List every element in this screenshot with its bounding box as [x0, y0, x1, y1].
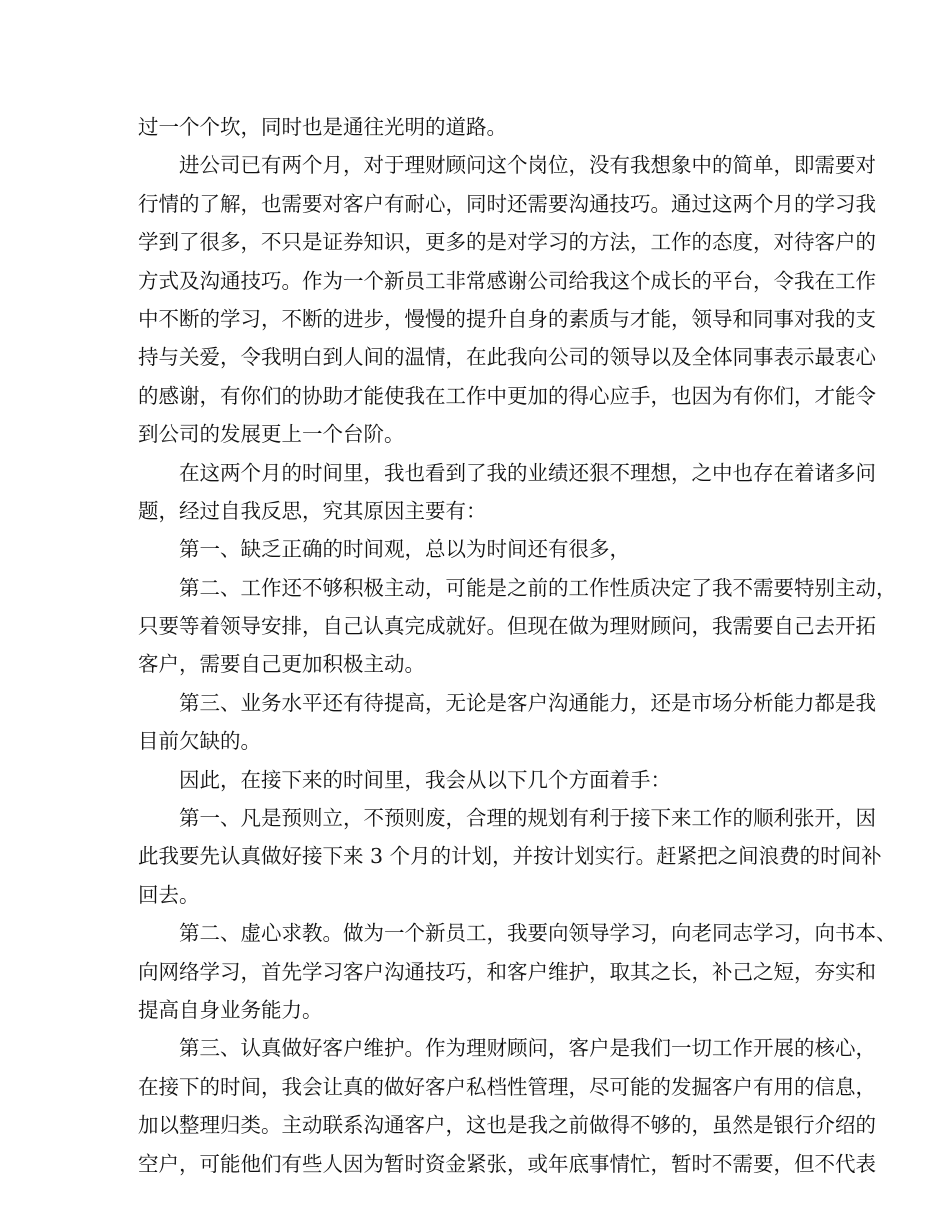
text-line: 客户，需要自己更加积极主动。: [138, 652, 425, 677]
text-line: 只要等着领导安排，自己认真完成就好。但现在做为理财顾问，我需要自己去开拓: [138, 614, 876, 639]
text-line: 在这两个月的时间里，我也看到了我的业绩还狠不理想，之中也存在着诸多问: [179, 460, 876, 485]
text-line: 到公司的发展更上一个台阶。: [138, 422, 405, 447]
text-line: 第二、虚心求教。做为一个新员工，我要向领导学习，向老同志学习，向书本、: [179, 921, 897, 946]
text-line: 行情的了解，也需要对客户有耐心，同时还需要沟通技巧。通过这两个月的学习我: [138, 191, 876, 216]
document-body: [138, 108, 897, 1183]
text-line: 因此，在接下来的时间里，我会从以下几个方面着手：: [179, 767, 671, 792]
text-line: 过一个个坎，同时也是通往光明的道路。: [138, 115, 507, 139]
text-line: 第一、凡是预则立，不预则废，合理的规划有利于接下来工作的顺利张开，因: [179, 806, 876, 831]
text-line: 方式及沟通技巧。作为一个新员工非常感谢公司给我这个成长的平台，令我在工作: [138, 268, 876, 293]
text-line: 第三、业务水平还有待提高，无论是客户沟通能力，还是市场分析能力都是我: [179, 690, 876, 715]
text-line: 题，经过自我反思，究其原因主要有：: [138, 498, 487, 523]
text-line: 进公司已有两个月，对于理财顾问这个岗位，没有我想象中的简单，即需要对: [179, 153, 876, 178]
text-line: 加以整理归类。主动联系沟通客户，这也是我之前做得不够的，虽然是银行介绍的: [138, 1113, 876, 1138]
text-line: 此我要先认真做好接下来 3 个月的计划，并按计划实行。赶紧把之间浪费的时间补: [138, 844, 882, 869]
text-line: 学到了很多，不只是证券知识，更多的是对学习的方法，工作的态度，对待客户的: [138, 230, 876, 255]
text-line: 目前欠缺的。: [138, 729, 261, 754]
text-line: 提高自身业务能力。: [138, 997, 323, 1022]
text-line: 回去。: [138, 882, 200, 907]
text-line: 的感谢，有你们的协助才能使我在工作中更加的得心应手，也因为有你们，才能令: [138, 383, 876, 408]
text-line: 第三、认真做好客户维护。作为理财顾问，客户是我们一切工作开展的核心，: [179, 1036, 876, 1061]
text-line: 在接下的时间，我会让真的做好客户私档性管理，尽可能的发掘客户有用的信息，: [138, 1074, 876, 1099]
text-line: 第一、缺乏正确的时间观，总以为时间还有很多，: [179, 537, 630, 562]
text-line: 空户，可能他们有些人因为暂时资金紧张，或年底事情忙，暂时不需要，但不代表: [138, 1151, 876, 1176]
text-line: 第二、工作还不够积极主动，可能是之前的工作性质决定了我不需要特别主动，: [179, 575, 897, 600]
text-line: 向网络学习，首先学习客户沟通技巧，和客户维护，取其之长，补己之短，夯实和: [138, 959, 876, 984]
text-line: 持与关爱，令我明白到人间的温情，在此我向公司的领导以及全体同事表示最衷心: [138, 345, 876, 370]
text-line: 中不断的学习，不断的进步，慢慢的提升自身的素质与才能，领导和同事对我的支: [138, 306, 876, 331]
